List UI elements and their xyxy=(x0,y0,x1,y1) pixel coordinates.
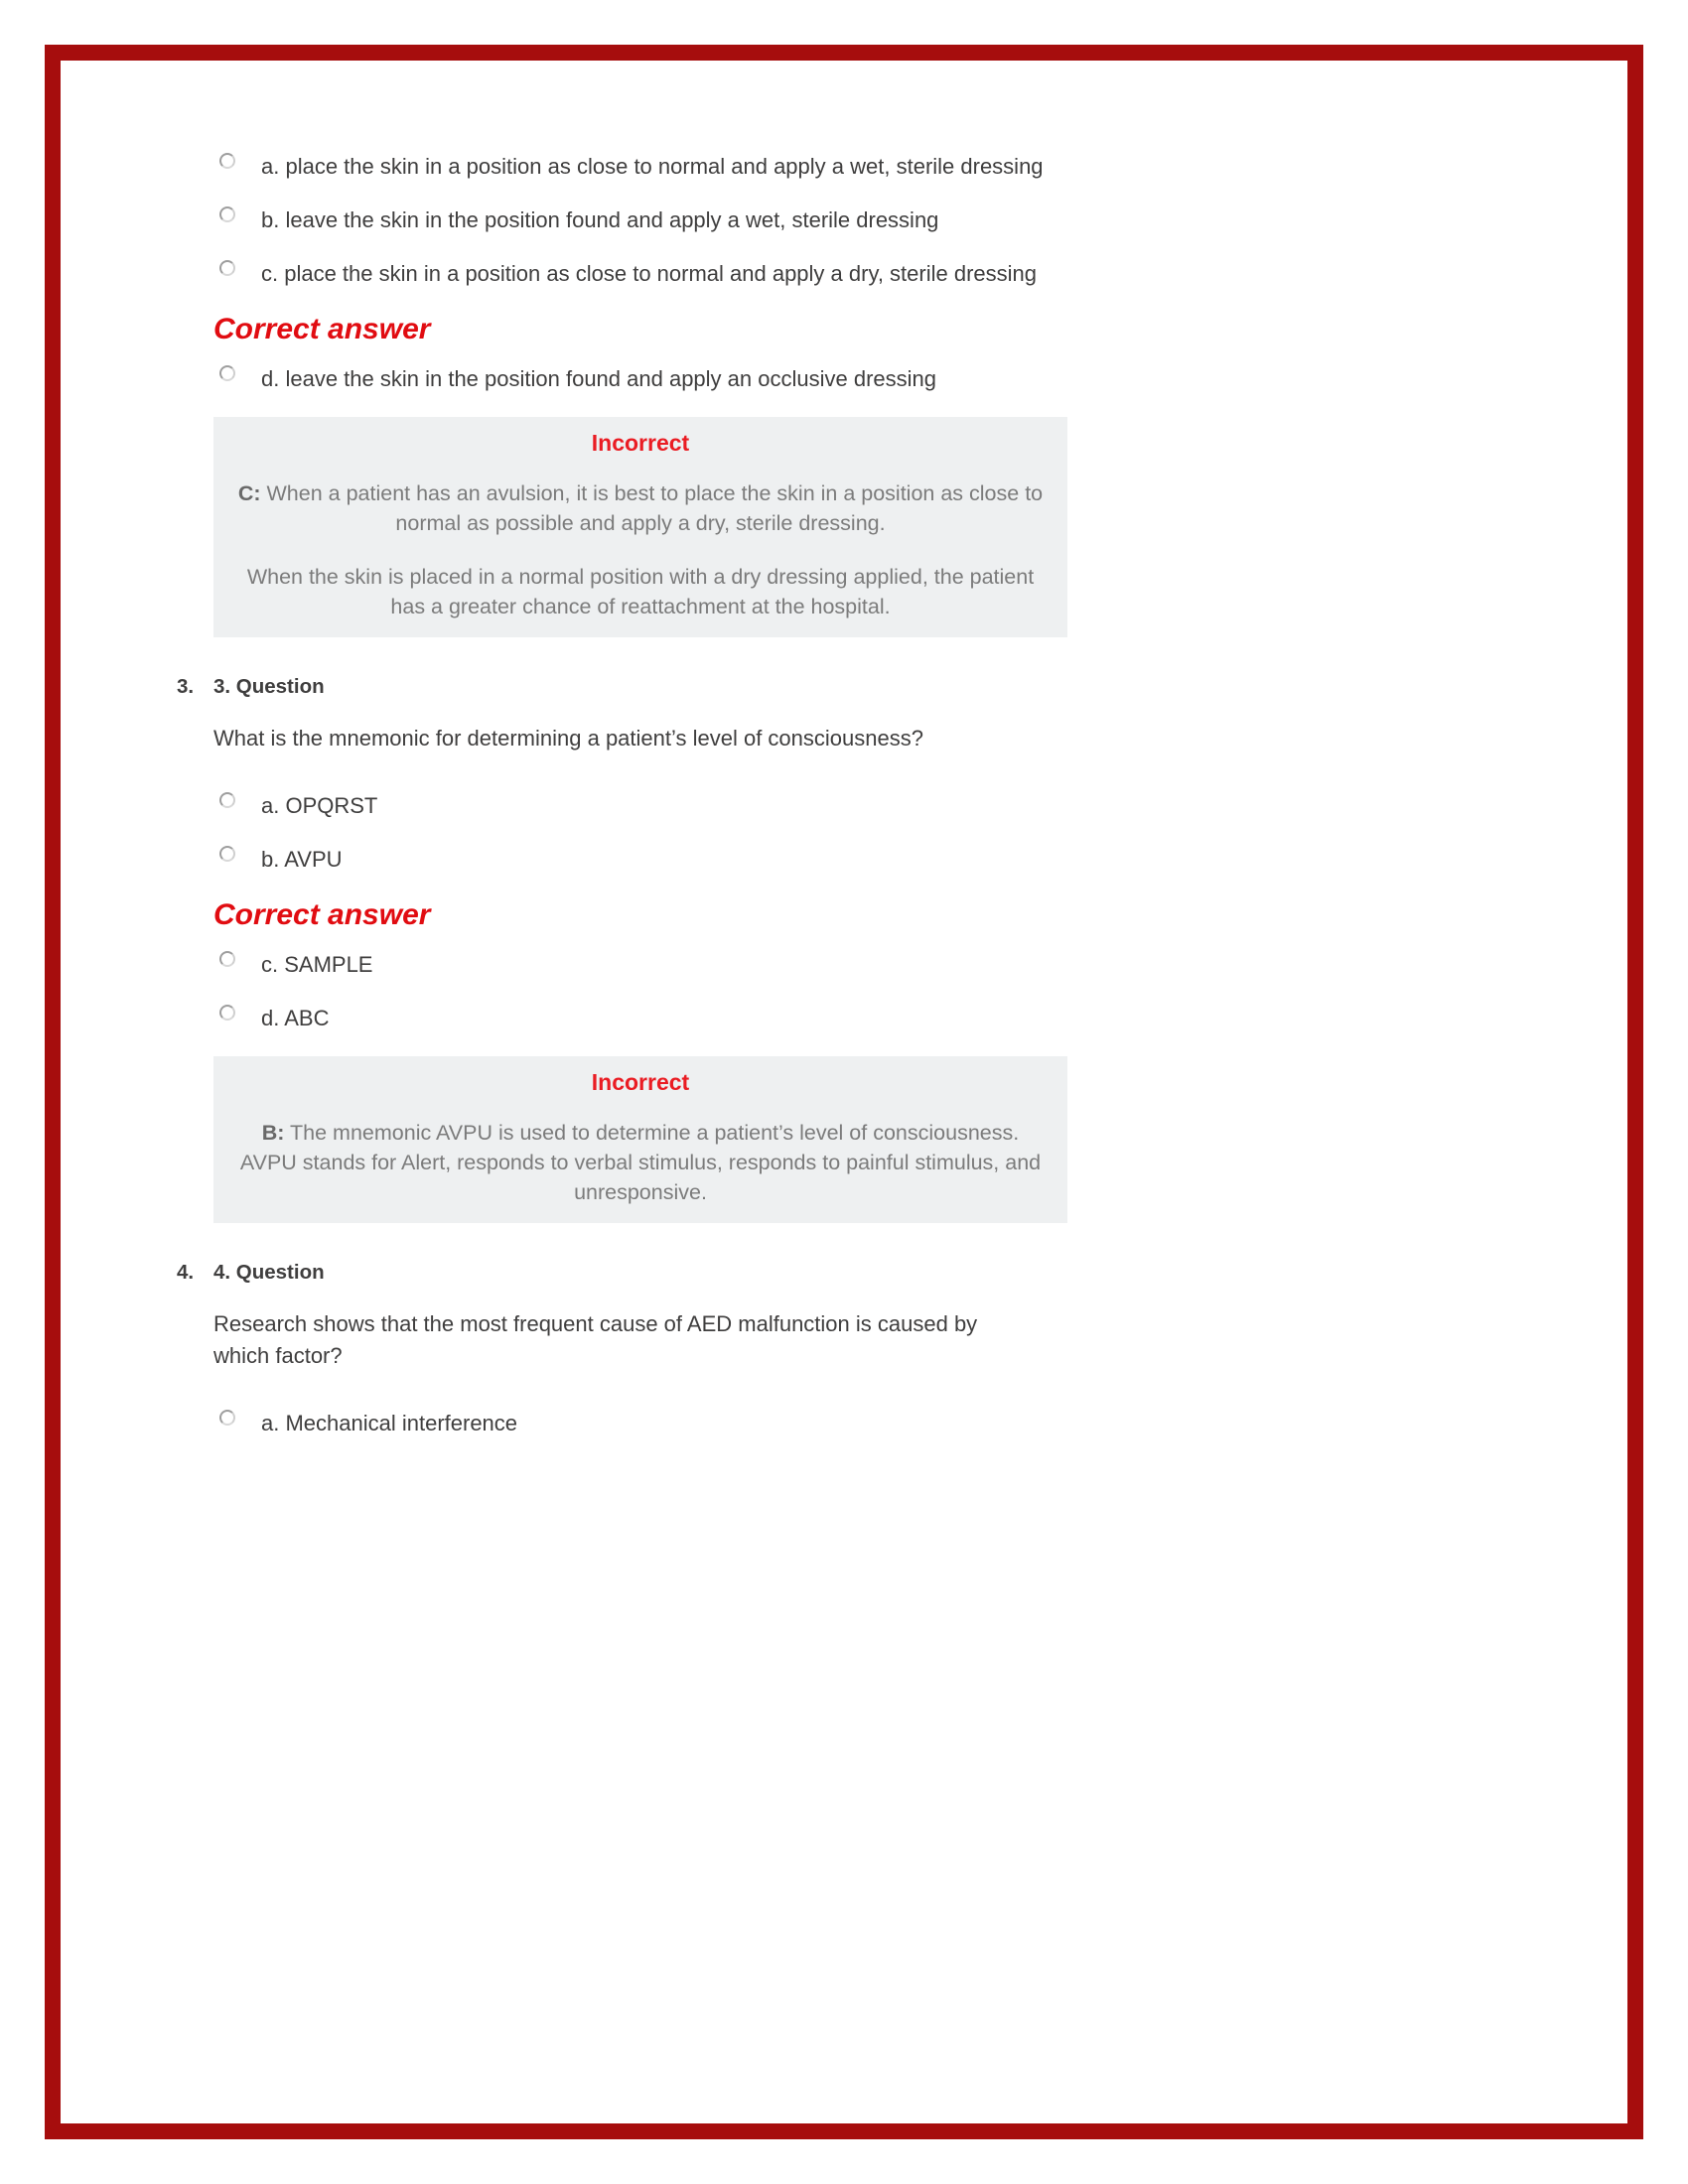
feedback-paragraph xyxy=(233,478,1048,538)
answer-option-label: d. leave the skin in the position found and apply an occlusive dressing xyxy=(261,366,936,391)
radio-button-icon[interactable] xyxy=(219,792,235,808)
answer-option-label: c. SAMPLE xyxy=(261,952,373,977)
answer-option-q2-c[interactable] xyxy=(213,258,1067,290)
answer-option-q4-a[interactable] xyxy=(213,1408,1067,1439)
question-list-number: 3. xyxy=(177,675,195,698)
answer-option-q3-d[interactable] xyxy=(213,1003,1067,1034)
answer-option-label: b. AVPU xyxy=(261,847,343,872)
answer-option-label: b. leave the skin in the position found and apply a wet, sterile dressing xyxy=(261,207,939,232)
answer-option-label: c. place the skin in a position as close to normal and apply a dry, sterile dressing xyxy=(261,261,1037,286)
question-text-q4: Research shows that the most frequent cause of AED malfunction is caused by which factor? xyxy=(213,1311,978,1368)
question-header-label: 4. Question xyxy=(213,1261,325,1284)
feedback-status: Incorrect xyxy=(591,430,690,456)
answer-option-label: a. Mechanical interference xyxy=(261,1411,518,1435)
radio-button-icon[interactable] xyxy=(219,846,235,862)
answer-option-q2-d[interactable] xyxy=(213,363,1067,395)
answer-option-label: a. place the skin in a position as close to normal and apply a wet, sterile dressing xyxy=(261,154,1044,179)
feedback-text: The mnemonic AVPU is used to determine a patient’s level of consciousness. AVPU stands for Alert, responds to verbal stimulus, responds to painful stimulus, and unresponsive. xyxy=(239,1121,1042,1204)
answer-option-q3-b[interactable] xyxy=(213,844,1067,876)
radio-button-icon[interactable] xyxy=(219,206,235,222)
answer-option-label: a. OPQRST xyxy=(261,793,378,818)
feedback-answer-letter: C: xyxy=(237,481,261,505)
question-header-q3 xyxy=(177,673,1067,701)
feedback-box-q3 xyxy=(213,1056,1067,1223)
feedback-paragraph xyxy=(233,1118,1048,1207)
content-column xyxy=(177,151,1067,1461)
radio-button-icon[interactable] xyxy=(219,365,235,381)
correct-answer-label: Correct answer xyxy=(213,898,431,931)
feedback-box-q2 xyxy=(213,417,1067,637)
radio-button-icon[interactable] xyxy=(219,951,235,967)
answer-option-q3-c[interactable] xyxy=(213,949,1067,981)
correct-answer-label: Correct answer xyxy=(213,313,431,345)
radio-button-icon[interactable] xyxy=(219,1005,235,1021)
feedback-answer-letter: B: xyxy=(261,1121,285,1145)
answer-option-label: d. ABC xyxy=(261,1006,330,1030)
feedback-status: Incorrect xyxy=(591,1069,690,1095)
feedback-text: When a patient has an avulsion, it is best to place the skin in a position as close to normal as possible and apply a dry, sterile dressing. xyxy=(260,481,1044,535)
radio-button-icon[interactable] xyxy=(219,1410,235,1426)
question-list-number: 4. xyxy=(177,1261,195,1284)
question-header-label: 3. Question xyxy=(213,675,325,698)
question-text-q3: What is the mnemonic for determining a patient’s level of consciousness? xyxy=(213,726,923,751)
feedback-paragraph: When the skin is placed in a normal position with a dry dressing applied, the patient has a greater chance of reattachment at the hospital. xyxy=(246,565,1035,618)
answer-option-q2-a[interactable] xyxy=(213,151,1067,183)
answer-option-q2-b[interactable] xyxy=(213,205,1067,236)
radio-button-icon[interactable] xyxy=(219,260,235,276)
answer-option-q3-a[interactable] xyxy=(213,790,1067,822)
radio-button-icon[interactable] xyxy=(219,153,235,169)
question-header-q4 xyxy=(177,1259,1067,1287)
